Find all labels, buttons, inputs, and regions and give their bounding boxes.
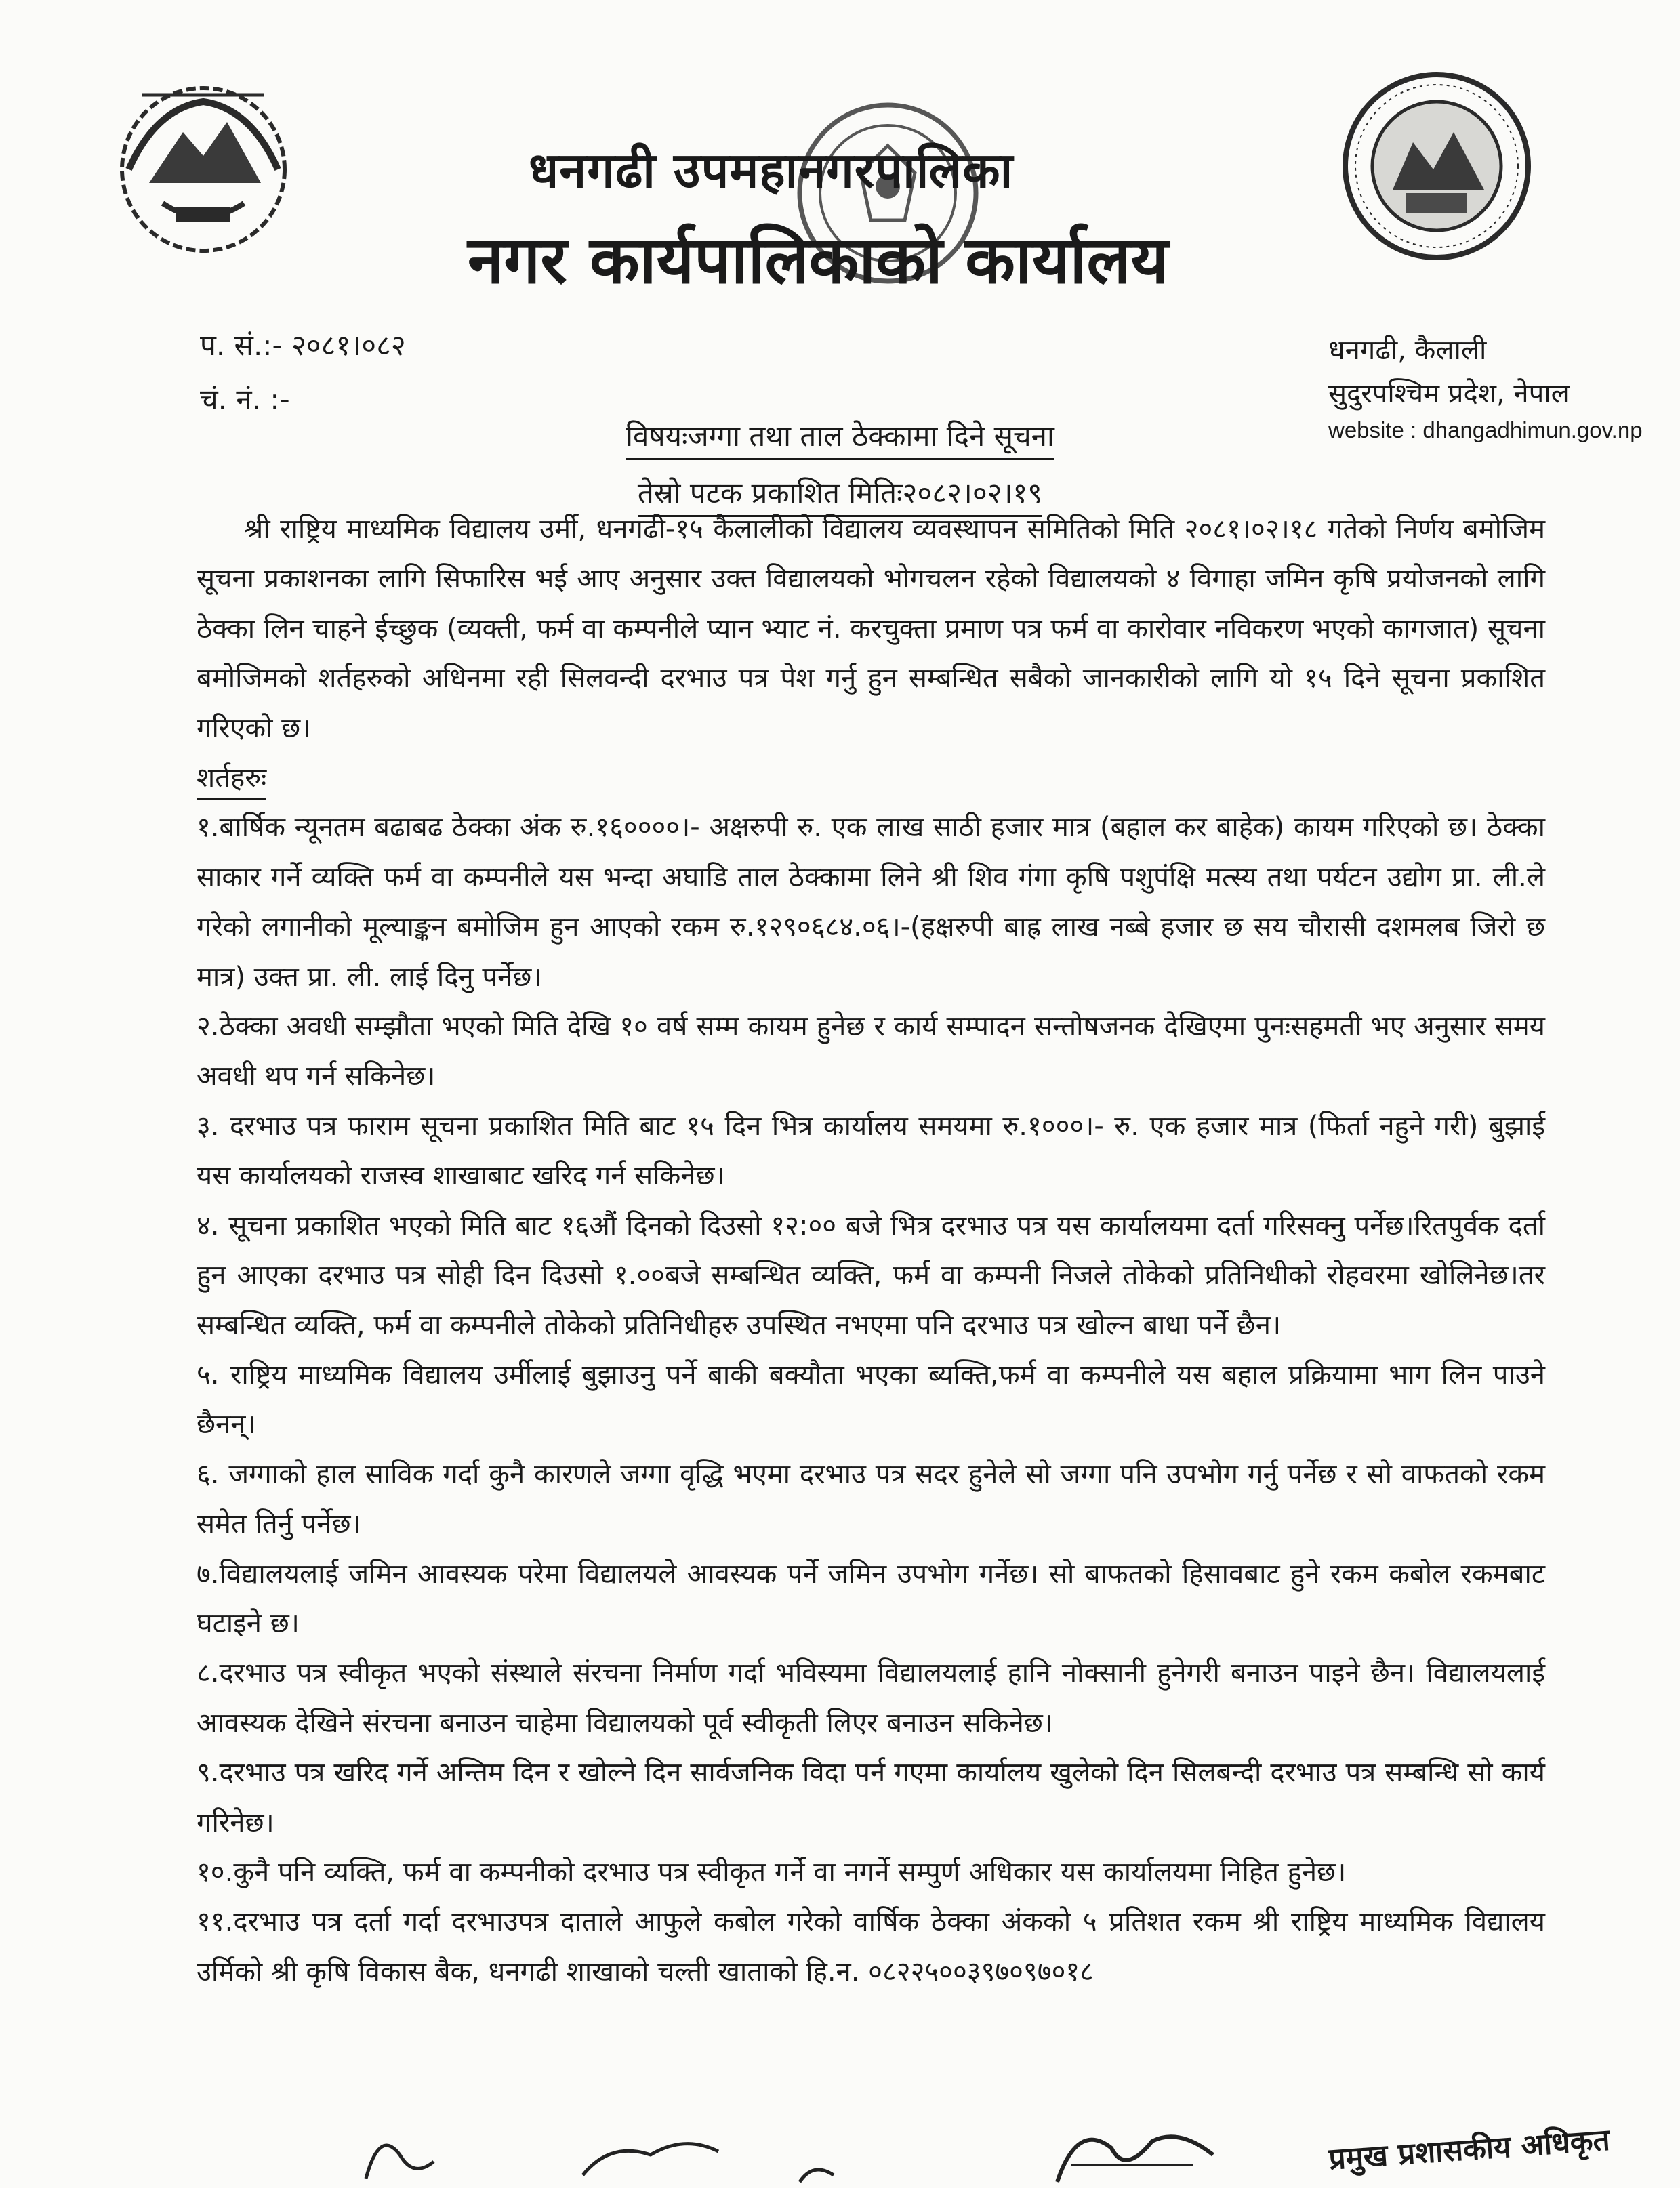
condition-item: ९.दरभाउ पत्र खरिद गर्ने अन्तिम दिन र खोल्ने दिन सार्वजनिक विदा पर्न गएमा कार्यालय खुलेको दिन सिलबन्दी दरभाउ पत्र सम्बन्धि सो कार्य गरिनेछ।	[197, 1757, 1545, 1838]
website-link[interactable]: website : dhangadhimun.gov.np	[1328, 417, 1643, 442]
officer-designation: प्रमुख प्रशासकीय अधिकृत	[1327, 2122, 1612, 2177]
condition-item: २.ठेक्का अवधी सम्झौता भएको मिति देखि १० वर्ष सम्म कायम हुनेछ र कार्य सम्पादन सन्तोषजनक देखिएमा पुनःसहमती भए अनुसार समय अवधी थप गर्न सकिनेछ।	[197, 1011, 1545, 1092]
office-name: नगर कार्यपालिकाको कार्यालय	[468, 222, 1169, 298]
condition-item: ४. सूचना प्रकाशित भएको मिति बाट १६औं दिनको दिउसो १२:०० बजे भित्र दरभाउ पत्र यस कार्यालयमा दर्ता गरिसक्नु पर्नेछ।रितपुर्वक दर्ता हुन आएका दरभाउ पत्र सोही दिन दिउसो १.००बजे सम्बन्धित व्यक्ति, फर्म वा कम्पनी निजले तोकेको प्रतिनिधीको रोहवरमा खोलिनेछ।तर सम्बन्धित व्यक्ति, फर्म वा कम्पनीले तोकेको प्रतिनिधीहरु उपस्थित नभएमा पनि दरभाउ पत्र खोल्न बाधा पर्ने छैन।	[197, 1210, 1545, 1341]
notice-body	[197, 505, 1545, 1997]
conditions-heading: शर्तहरुः	[197, 758, 266, 800]
org-name: धनगढी उपमहानगरपालिका	[529, 142, 1014, 199]
municipality-seal-icon	[1338, 68, 1535, 264]
intro-paragraph: श्री राष्ट्रिय माध्यमिक विद्यालय उर्मी, धनगढी-१५ कैलालीको विद्यालय व्यवस्थापन समितिको मिति २०८१।०२।१८ गतेको निर्णय बमोजिम सूचना प्रकाशनका लागि सिफारिस भई आए अनुसार उक्त विद्यालयको भोगचलन रहेको विद्यालयको ४ विगाहा जमिन कृषि प्रयोजनको लागि ठेक्का लिन चाहने ईच्छुक (व्यक्ती, फर्म वा कम्पनीले प्यान भ्याट नं. करचुक्ता प्रमाण पत्र फर्म वा कारोवार नविकरण भएको कागजात) सूचना बमोजिमको शर्तहरुको अधिनमा रही सिलवन्दी दरभाउ पत्र पेश गर्नु हुन सम्बन्धित सबैको जानकारीको लागि यो १५ दिने सूचना प्रकाशित गरिएको छ।	[197, 514, 1545, 744]
government-emblem-icon	[102, 68, 305, 264]
reference-number: प. सं.:- २०८१।०८२	[200, 329, 406, 362]
condition-item: १०.कुनै पनि व्यक्ति, फर्म वा कम्पनीको दरभाउ पत्र स्वीकृत गर्ने वा नगर्ने सम्पुर्ण अधिकार यस कार्यालयमा निहित हुनेछ।	[197, 1856, 1347, 1888]
address-province: सुदुरपश्चिम प्रदेश, नेपाल	[1328, 378, 1570, 409]
condition-item: ७.विद्यालयलाई जमिन आवस्यक परेमा विद्यालयले आवस्यक पर्ने जमिन उपभोग गर्नेछ। सो बाफतको हिसावबाट हुने रकम कबोल रकमबाट घटाइने छ।	[197, 1558, 1545, 1639]
publication-date: तेस्रो पटक प्रकाशित मितिः२०८२।०२।१९	[638, 472, 1042, 517]
condition-item: ११.दरभाउ पत्र दर्ता गर्दा दरभाउपत्र दाताले आफुले कबोल गरेको वार्षिक ठेक्का अंकको ५ प्रतिशत रकम श्री राष्ट्रिय माध्यमिक विद्यालय उर्मिको श्री कृषि विकास बैक, धनगढी शाखाको चल्ती खाताको हि.न. ०८२२५००३९७०९७०१८	[197, 1906, 1545, 1987]
address-place: धनगढी, कैलाली	[1328, 335, 1487, 366]
condition-item: १.बार्षिक न्यूनतम बढाबढ ठेक्का अंक रु.१६००००।- अक्षरुपी रु. एक लाख साठी हजार मात्र (बहाल कर बाहेक) कायम गरिएको छ। ठेक्का साकार गर्ने व्यक्ति फर्म वा कम्पनीले यस भन्दा अघाडि ताल ठेक्कामा लिने श्री शिव गंगा कृषि पशुपंक्षि मत्स्य तथा पर्यटन उद्योग प्रा. ली.ले गरेको लगानीको मूल्याङ्कन बमोजिम हुन आएको रकम रु.१२९०६८४.०६।-(हक्षरुपी बाह्र लाख नब्बे हजार छ सय चौरासी दशमलब जिरो छ मात्र) उक्त प्रा. ली. लाई दिनु पर्नेछ।	[197, 812, 1545, 993]
subject-title: विषयःजग्गा तथा ताल ठेक्कामा दिने सूचना	[626, 415, 1054, 460]
condition-item: ३. दरभाउ पत्र फाराम सूचना प्रकाशित मिति बाट १५ दिन भित्र कार्यालय समयमा रु.१०००।- रु. एक हजार मात्र (फिर्ता नहुने गरी) बुझाई यस कार्यालयको राजस्व शाखाबाट खरिद गर्न सकिनेछ।	[197, 1110, 1545, 1192]
condition-item: ५. राष्ट्रिय माध्यमिक विद्यालय उर्मीलाई बुझाउनु पर्ने बाकी बक्यौता भएका ब्यक्ति,फर्म वा कम्पनीले यस बहाल प्रक्रियामा भाग लिन पाउने छैनन्।	[197, 1359, 1545, 1441]
condition-item: ८.दरभाउ पत्र स्वीकृत भएको संस्थाले संरचना निर्माण गर्दा भविस्यमा विद्यालयलाई हानि नोक्सानी हुनेगरी बनाउन पाइने छैन। विद्यालयलाई आवस्यक देखिने संरचना बनाउन चाहेमा विद्यालयको पूर्व स्वीकृती लिएर बनाउन सकिनेछ।	[197, 1657, 1545, 1739]
condition-item: ६. जग्गाको हाल साविक गर्दा कुनै कारणले जग्गा वृद्धि भएमा दरभाउ पत्र सदर हुनेले सो जग्गा पनि उपभोग गर्नु पर्नेछ र सो वाफतको रकम समेत तिर्नु पर्नेछ।	[197, 1458, 1545, 1540]
dispatch-number: चं. नं. :-	[200, 383, 290, 416]
